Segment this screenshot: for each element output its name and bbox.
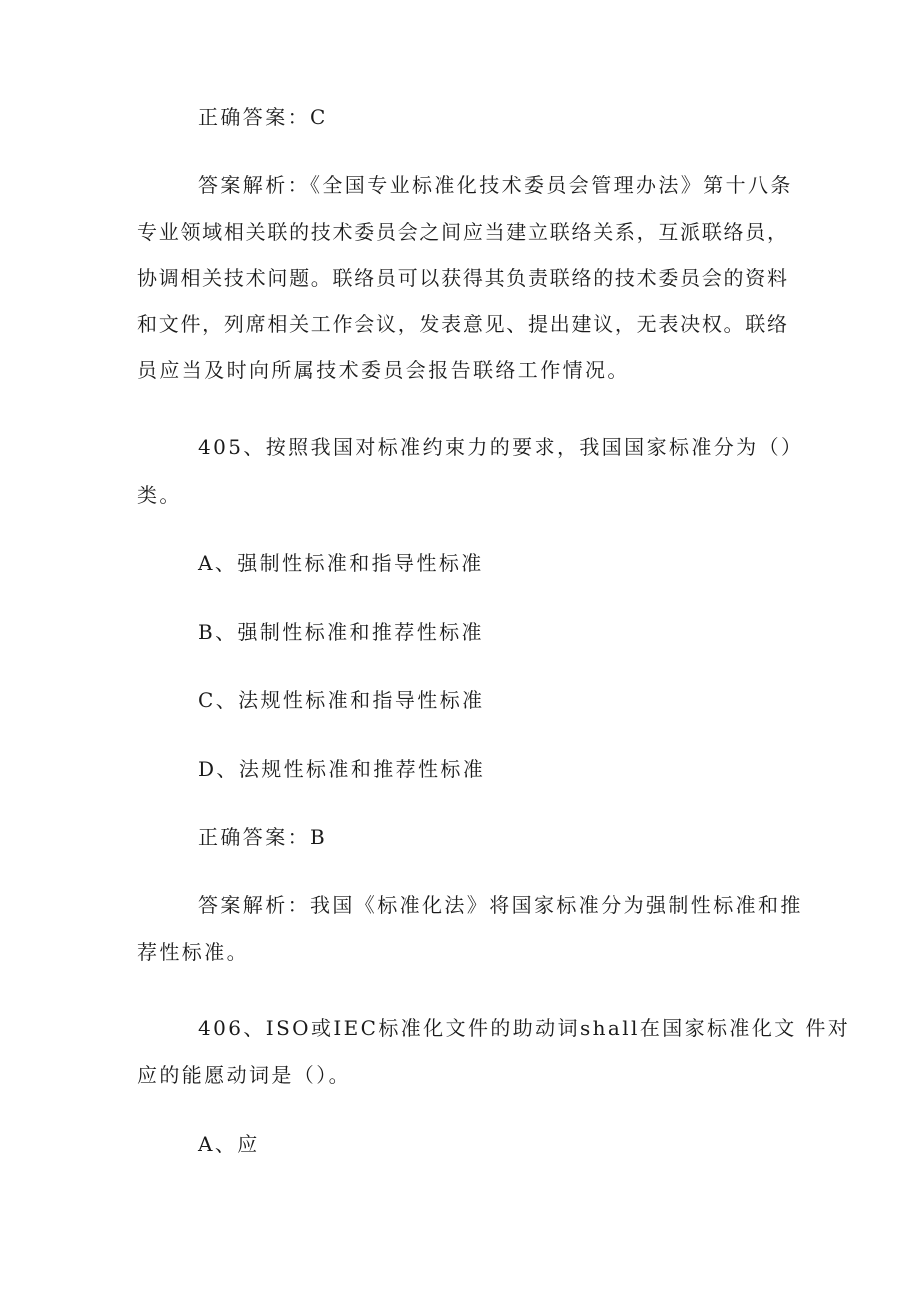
- q406-question-line-1: 406、ISO或IEC标准化文件的助动词shall在国家标准化文 件对: [198, 1016, 851, 1040]
- q405-answer: 正确答案：B: [198, 825, 328, 849]
- q404-explanation-line-5: 员应当及时向所属技术委员会报告联络工作情况。: [137, 358, 630, 382]
- q404-explanation-line-4: 和文件，列席相关工作会议，发表意见、提出建议，无表决权。联络: [137, 312, 787, 336]
- q404-answer: 正确答案：C: [198, 105, 328, 129]
- q406-option-a: A、应: [198, 1132, 260, 1156]
- q405-option-d: D、法规性标准和推荐性标准: [198, 757, 486, 781]
- q405-explanation-line-1: 答案解析：我国《标准化法》将国家标准分为强制性标准和推: [198, 893, 803, 917]
- q404-explanation-line-2: 专业领域相关联的技术委员会之间应当建立联络关系，互派联络员，: [137, 220, 787, 244]
- q406-question-line-2: 应的能愿动词是（）。: [137, 1063, 351, 1087]
- q405-option-a: A、强制性标准和指导性标准: [198, 551, 484, 575]
- q405-question-line-1: 405、按照我国对标准约束力的要求，我国国家标准分为（）: [198, 435, 804, 459]
- q405-option-b: B、强制性标准和推荐性标准: [198, 620, 484, 644]
- q404-explanation-line-3: 协调相关技术问题。联络员可以获得其负责联络的技术委员会的资料: [137, 266, 787, 290]
- q405-question-line-2: 类。: [137, 483, 182, 507]
- q405-explanation-line-2: 荐性标准。: [137, 940, 249, 964]
- q405-option-c: C、法规性标准和指导性标准: [198, 688, 485, 712]
- q404-explanation-line-1: 答案解析：《全国专业标准化技术委员会管理办法》第十八条: [198, 173, 793, 197]
